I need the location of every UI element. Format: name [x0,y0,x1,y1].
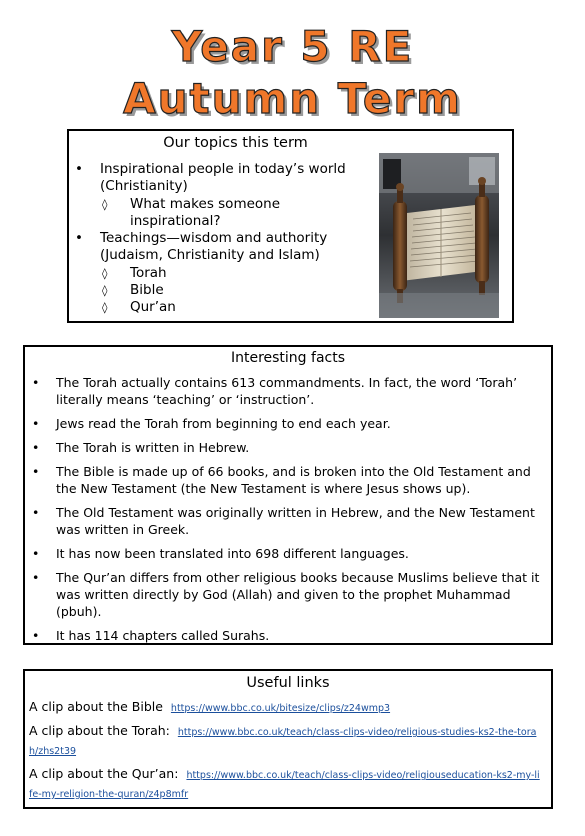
links-box [23,669,553,809]
facts-list [25,374,551,651]
link-row-torah [25,722,551,760]
torah-scroll-image [379,153,499,318]
page-title-line-2: Autumn Term [123,74,462,123]
topics-heading: Our topics this term [163,135,308,151]
topic-subitem: ◊ Torah [69,265,369,282]
torah-clip-link[interactable]: https://www.bbc.co.uk/teach/class-clips-video/religious-studies-ks2-the-torah/zhs2t39 [29,727,537,757]
fact-item: • The Qur’an differs from other religious books because Muslims believe that it was written directly by God (Allah) and given to the prophet Muhammad (pbuh). [25,569,551,620]
bible-clip-link[interactable]: https://www.bbc.co.uk/bitesize/clips/z24wmp3 [170,703,391,714]
links-heading: Useful links [246,675,330,691]
topic-item: • Inspirational people in today’s world (Christianity) [69,161,369,196]
fact-item: • It has 114 chapters called Surahs. [25,627,551,644]
link-label: A clip about the Bible [29,699,163,714]
fact-item: • The Bible is made up of 66 books, and is broken into the Old Testament and the New Testament (the New Testament is where Jesus shows up). [25,463,551,497]
facts-box [23,345,553,645]
topics-list [69,161,369,317]
page-title-line-1: Year 5 RE [171,22,414,71]
topic-subitem: ◊ Qur’an [69,299,369,316]
fact-item: • Jews read the Torah from beginning to end each year. [25,415,551,432]
quran-clip-link[interactable]: https://www.bbc.co.uk/teach/class-clips-video/religiouseducation-ks2-my-life-my-religion-the-quran/z4p8mfr [29,770,540,800]
link-row-quran [25,765,551,803]
link-row-bible [25,698,551,717]
fact-item: • The Torah is written in Hebrew. [25,439,551,456]
topic-subitem [69,196,369,231]
fact-item: • The Torah actually contains 613 commandments. In fact, the word ‘Torah’ literally means ‘teaching’ or ‘instruction’. [25,374,551,408]
topic-subitem: ◊ Bible [69,282,369,299]
fact-item: • The Old Testament was originally written in Hebrew, and the New Testament was written in Greek. [25,504,551,538]
topics-box [67,129,514,323]
facts-heading: Interesting facts [230,350,346,366]
link-label: A clip about the Torah: [29,723,170,738]
topic-subitem-text-a: What makes someone [130,195,281,212]
topic-item: • Teachings—wisdom and authority (Judaism, Christianity and Islam) [69,230,369,265]
topic-subitem-text-b: inspirational? [130,212,221,229]
fact-item: • It has now been translated into 698 different languages. [25,545,551,562]
link-label: A clip about the Qur’an: [29,766,179,781]
